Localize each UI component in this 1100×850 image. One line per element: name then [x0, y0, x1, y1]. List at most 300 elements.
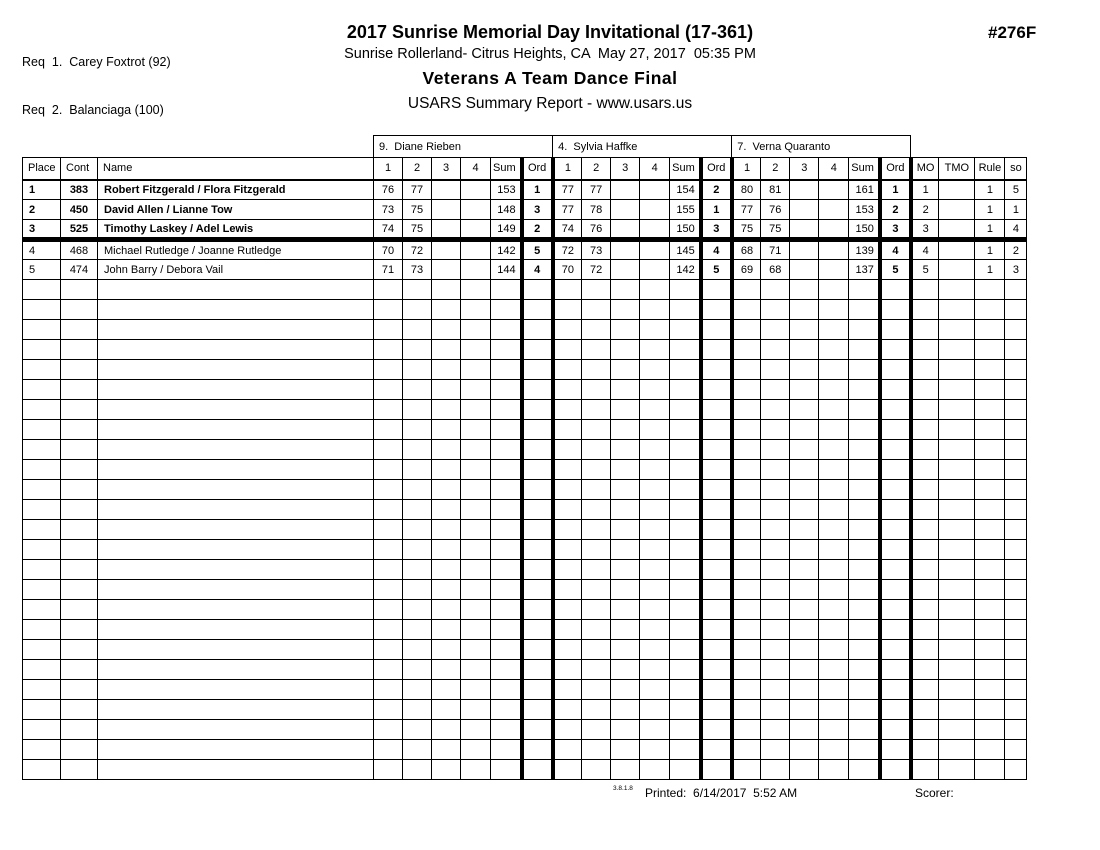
mark-cell — [611, 340, 640, 360]
mark-cell — [732, 740, 761, 760]
mark-cell — [640, 360, 670, 380]
mark-cell — [374, 380, 403, 400]
place-cell — [23, 360, 61, 380]
sum-cell — [670, 400, 701, 420]
ord-cell — [522, 560, 553, 580]
mark-cell — [761, 340, 790, 360]
place-cell — [23, 740, 61, 760]
mark-cell: 74 — [553, 220, 582, 240]
so-cell — [1005, 360, 1027, 380]
mo-cell — [911, 700, 939, 720]
ord-cell — [701, 660, 732, 680]
mark-cell — [761, 320, 790, 340]
tmo-cell — [939, 660, 975, 680]
sum-cell — [491, 460, 522, 480]
rule-cell — [975, 360, 1005, 380]
cont-cell — [61, 660, 98, 680]
ord-cell — [522, 620, 553, 640]
ord-cell — [701, 520, 732, 540]
mark-cell — [582, 340, 611, 360]
sum-cell — [491, 660, 522, 680]
mark-cell — [732, 500, 761, 520]
mark-cell — [553, 760, 582, 780]
sum-cell — [491, 700, 522, 720]
mark-cell — [640, 240, 670, 260]
cont-cell — [61, 520, 98, 540]
mark-cell — [640, 200, 670, 220]
so-cell — [1005, 420, 1027, 440]
rule-cell — [975, 280, 1005, 300]
name-cell — [98, 300, 374, 320]
name-cell — [98, 560, 374, 580]
title-block — [0, 0, 1100, 113]
column-header-cell: Ord — [701, 158, 732, 180]
mark-cell — [461, 400, 491, 420]
mark-cell — [582, 660, 611, 680]
sum-cell — [849, 560, 880, 580]
ord-cell — [522, 600, 553, 620]
cont-cell — [61, 760, 98, 780]
column-header-cell: 4 — [640, 158, 670, 180]
mark-cell — [761, 380, 790, 400]
event-number: #276F — [988, 23, 1037, 42]
mark-cell — [732, 680, 761, 700]
mark-cell — [732, 620, 761, 640]
ord-cell — [880, 280, 911, 300]
mark-cell — [553, 400, 582, 420]
empty-row — [23, 320, 1027, 340]
name-cell — [98, 360, 374, 380]
mark-cell — [461, 720, 491, 740]
ord-cell — [701, 340, 732, 360]
ord-cell — [522, 680, 553, 700]
mark-cell — [611, 420, 640, 440]
ord-cell — [880, 640, 911, 660]
mark-cell — [761, 400, 790, 420]
mark-cell — [374, 360, 403, 380]
mark-cell — [640, 620, 670, 640]
place-cell — [23, 480, 61, 500]
tmo-cell — [939, 520, 975, 540]
ord-cell — [701, 620, 732, 640]
mark-cell — [761, 580, 790, 600]
sum-cell — [849, 740, 880, 760]
name-cell — [98, 340, 374, 360]
place-cell: 1 — [23, 180, 61, 200]
so-cell — [1005, 580, 1027, 600]
mark-cell — [432, 540, 461, 560]
mark-cell — [461, 180, 491, 200]
mark-cell — [761, 440, 790, 460]
mark-cell — [819, 680, 849, 700]
rule-cell — [975, 660, 1005, 680]
mark-cell: 78 — [582, 200, 611, 220]
mark-cell — [374, 520, 403, 540]
mark-cell — [611, 460, 640, 480]
so-cell — [1005, 500, 1027, 520]
mark-cell — [819, 660, 849, 680]
ord-cell — [880, 480, 911, 500]
ord-cell — [522, 700, 553, 720]
mark-cell — [819, 320, 849, 340]
name-cell — [98, 380, 374, 400]
mark-cell: 72 — [582, 260, 611, 280]
empty-row — [23, 720, 1027, 740]
ord-cell — [701, 360, 732, 380]
mark-cell — [374, 580, 403, 600]
mark-cell — [611, 220, 640, 240]
so-cell — [1005, 440, 1027, 460]
sum-cell — [491, 540, 522, 560]
tmo-cell — [939, 420, 975, 440]
so-cell — [1005, 380, 1027, 400]
mark-cell — [432, 240, 461, 260]
name-cell — [98, 400, 374, 420]
sum-cell — [670, 560, 701, 580]
judge-header-cell: 9. Diane Rieben — [374, 136, 553, 158]
tmo-cell — [939, 200, 975, 220]
mark-cell — [403, 540, 432, 560]
mark-cell — [611, 400, 640, 420]
mo-cell — [911, 560, 939, 580]
ord-cell — [522, 320, 553, 340]
empty-row — [23, 300, 1027, 320]
ord-cell — [880, 540, 911, 560]
mark-cell — [432, 400, 461, 420]
mark-cell — [461, 440, 491, 460]
mark-cell — [374, 720, 403, 740]
ord-cell — [701, 460, 732, 480]
ord-cell — [522, 660, 553, 680]
cont-cell — [61, 680, 98, 700]
tmo-cell — [939, 620, 975, 640]
mark-cell — [790, 360, 819, 380]
mark-cell — [553, 720, 582, 740]
empty-row — [23, 440, 1027, 460]
ord-cell — [880, 660, 911, 680]
sum-cell — [670, 540, 701, 560]
name-cell — [98, 320, 374, 340]
sum-cell — [670, 500, 701, 520]
sum-cell — [849, 280, 880, 300]
mark-cell — [582, 640, 611, 660]
mark-cell: 70 — [374, 240, 403, 260]
mark-cell — [461, 360, 491, 380]
competition-title: 2017 Sunrise Memorial Day Invitational (17-361) — [346, 22, 754, 42]
mark-cell — [461, 500, 491, 520]
mo-cell — [911, 740, 939, 760]
mark-cell — [640, 720, 670, 740]
tmo-cell — [939, 480, 975, 500]
place-cell — [23, 660, 61, 680]
mark-cell — [461, 280, 491, 300]
rule-cell: 1 — [975, 240, 1005, 260]
ord-cell — [522, 540, 553, 560]
ord-cell — [522, 740, 553, 760]
mark-cell — [640, 500, 670, 520]
mark-cell — [611, 180, 640, 200]
ord-cell — [701, 380, 732, 400]
sum-cell — [491, 580, 522, 600]
mark-cell — [732, 660, 761, 680]
mark-cell — [374, 620, 403, 640]
mark-cell — [611, 200, 640, 220]
mo-cell — [911, 580, 939, 600]
mark-cell — [432, 340, 461, 360]
so-cell — [1005, 660, 1027, 680]
mark-cell — [553, 340, 582, 360]
mark-cell — [432, 420, 461, 440]
mark-cell — [553, 360, 582, 380]
place-cell — [23, 600, 61, 620]
mark-cell — [461, 660, 491, 680]
sum-cell — [670, 280, 701, 300]
column-header-cell: 3 — [432, 158, 461, 180]
mark-cell: 71 — [761, 240, 790, 260]
mark-cell — [582, 620, 611, 640]
mark-cell — [432, 380, 461, 400]
ord-cell — [701, 680, 732, 700]
mark-cell — [461, 200, 491, 220]
mark-cell — [374, 700, 403, 720]
mark-cell — [640, 180, 670, 200]
column-header-cell: Ord — [880, 158, 911, 180]
rule-cell — [975, 600, 1005, 620]
mark-cell — [732, 420, 761, 440]
rule-cell: 1 — [975, 180, 1005, 200]
printed-value: 6/14/2017 5:52 AM — [686, 786, 798, 800]
judge-header-row — [23, 136, 1027, 158]
ord-cell — [522, 480, 553, 500]
sum-cell — [670, 580, 701, 600]
mark-cell — [611, 720, 640, 740]
ord-cell — [880, 740, 911, 760]
rule-cell — [975, 580, 1005, 600]
ord-cell — [701, 700, 732, 720]
so-cell — [1005, 520, 1027, 540]
rule-cell: 1 — [975, 200, 1005, 220]
tmo-cell — [939, 400, 975, 420]
ord-cell — [701, 400, 732, 420]
ord-cell — [522, 400, 553, 420]
empty-row — [23, 400, 1027, 420]
mark-cell — [461, 460, 491, 480]
mo-cell — [911, 720, 939, 740]
mark-cell — [403, 660, 432, 680]
mo-cell — [911, 680, 939, 700]
mark-cell — [611, 360, 640, 380]
ord-cell — [701, 320, 732, 340]
mark-cell — [461, 620, 491, 640]
mark-cell — [640, 280, 670, 300]
column-header-cell: 2 — [582, 158, 611, 180]
empty-row — [23, 620, 1027, 640]
ord-cell — [701, 760, 732, 780]
sum-cell: 144 — [491, 260, 522, 280]
tmo-cell — [939, 540, 975, 560]
sum-cell — [670, 660, 701, 680]
mark-cell: 80 — [732, 180, 761, 200]
results-table-wrap — [22, 135, 1027, 780]
cont-cell — [61, 440, 98, 460]
column-header-cell: 2 — [761, 158, 790, 180]
mark-cell — [403, 620, 432, 640]
tmo-cell — [939, 720, 975, 740]
cont-cell — [61, 400, 98, 420]
ord-cell — [701, 540, 732, 560]
mo-cell — [911, 520, 939, 540]
mark-cell — [761, 660, 790, 680]
mark-cell — [461, 520, 491, 540]
mark-cell — [461, 640, 491, 660]
empty-row — [23, 600, 1027, 620]
mark-cell — [553, 700, 582, 720]
rule-cell: 1 — [975, 220, 1005, 240]
place-cell: 5 — [23, 260, 61, 280]
ord-cell: 2 — [701, 180, 732, 200]
place-cell — [23, 280, 61, 300]
mark-cell — [819, 360, 849, 380]
mark-cell — [790, 700, 819, 720]
mark-cell — [553, 460, 582, 480]
ord-cell: 2 — [522, 220, 553, 240]
mo-cell — [911, 480, 939, 500]
mark-cell — [611, 500, 640, 520]
ord-cell — [701, 440, 732, 460]
mark-cell — [611, 760, 640, 780]
report-type-line: USARS Summary Report - www.usars.us — [407, 95, 693, 112]
mark-cell — [611, 520, 640, 540]
mo-cell — [911, 660, 939, 680]
mark-cell — [761, 420, 790, 440]
mark-cell — [374, 400, 403, 420]
ord-cell — [701, 640, 732, 660]
mark-cell: 76 — [761, 200, 790, 220]
mark-cell — [432, 480, 461, 500]
mark-cell: 75 — [403, 220, 432, 240]
rule-cell — [975, 640, 1005, 660]
mark-cell: 81 — [761, 180, 790, 200]
ord-cell — [522, 340, 553, 360]
rule-cell — [975, 620, 1005, 640]
mark-cell — [374, 680, 403, 700]
sum-cell — [491, 420, 522, 440]
sum-cell — [849, 480, 880, 500]
cont-cell — [61, 580, 98, 600]
mark-cell — [819, 620, 849, 640]
mark-cell — [761, 600, 790, 620]
mark-cell — [403, 300, 432, 320]
mark-cell — [611, 300, 640, 320]
mark-cell — [461, 240, 491, 260]
rule-cell — [975, 440, 1005, 460]
mark-cell — [582, 460, 611, 480]
mark-cell — [403, 340, 432, 360]
cont-cell — [61, 360, 98, 380]
empty-row — [23, 640, 1027, 660]
sum-cell — [849, 300, 880, 320]
rule-cell: 1 — [975, 260, 1005, 280]
so-cell: 2 — [1005, 240, 1027, 260]
mark-cell — [819, 340, 849, 360]
ord-cell — [880, 360, 911, 380]
rule-cell — [975, 700, 1005, 720]
mark-cell — [790, 240, 819, 260]
mark-cell — [790, 720, 819, 740]
sum-cell — [670, 640, 701, 660]
place-cell — [23, 680, 61, 700]
ord-cell — [880, 400, 911, 420]
so-cell — [1005, 680, 1027, 700]
mark-cell: 68 — [732, 240, 761, 260]
mark-cell — [374, 480, 403, 500]
ord-cell — [880, 680, 911, 700]
sum-cell — [849, 680, 880, 700]
so-cell — [1005, 560, 1027, 580]
place-cell — [23, 400, 61, 420]
mark-cell — [553, 600, 582, 620]
tmo-cell — [939, 460, 975, 480]
mark-cell — [403, 740, 432, 760]
mo-cell — [911, 440, 939, 460]
judge-row-spacer-right — [911, 136, 1027, 158]
mark-cell — [553, 480, 582, 500]
mark-cell — [582, 480, 611, 500]
mark-cell — [640, 640, 670, 660]
mark-cell — [611, 480, 640, 500]
mo-cell — [911, 420, 939, 440]
rule-cell — [975, 460, 1005, 480]
mark-cell — [732, 340, 761, 360]
place-cell — [23, 380, 61, 400]
mark-cell: 77 — [553, 200, 582, 220]
mark-cell — [790, 380, 819, 400]
so-cell — [1005, 700, 1027, 720]
mark-cell — [432, 700, 461, 720]
mark-cell — [790, 740, 819, 760]
name-cell — [98, 740, 374, 760]
sum-cell — [491, 760, 522, 780]
sum-cell — [849, 500, 880, 520]
mark-cell — [640, 420, 670, 440]
ord-cell — [701, 600, 732, 620]
mark-cell — [432, 460, 461, 480]
mark-cell — [790, 340, 819, 360]
mark-cell: 74 — [374, 220, 403, 240]
mark-cell — [640, 300, 670, 320]
mark-cell — [640, 540, 670, 560]
ord-cell — [522, 760, 553, 780]
mark-cell — [790, 500, 819, 520]
ord-cell: 5 — [701, 260, 732, 280]
mark-cell — [790, 580, 819, 600]
sum-cell — [849, 540, 880, 560]
sum-cell — [491, 280, 522, 300]
rule-cell — [975, 540, 1005, 560]
mark-cell — [374, 300, 403, 320]
mark-cell — [640, 520, 670, 540]
ord-cell: 4 — [522, 260, 553, 280]
place-cell — [23, 320, 61, 340]
mark-cell — [761, 720, 790, 740]
mark-cell — [553, 500, 582, 520]
mark-cell — [819, 560, 849, 580]
mo-cell — [911, 380, 939, 400]
mark-cell — [553, 300, 582, 320]
name-cell — [98, 620, 374, 640]
sum-cell: 137 — [849, 260, 880, 280]
mo-cell — [911, 360, 939, 380]
